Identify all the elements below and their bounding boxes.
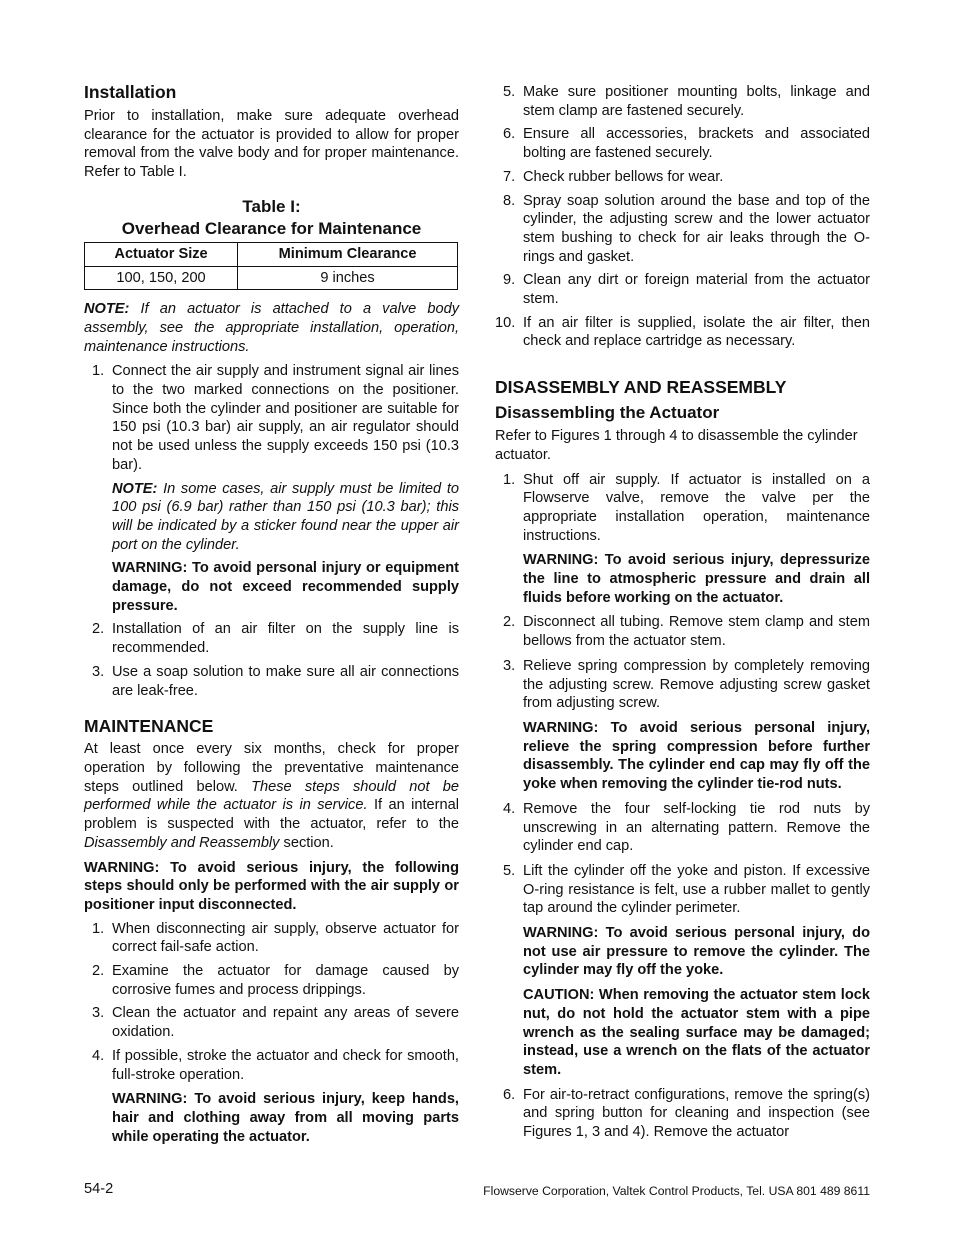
text-span: These steps should not be performed while the actuator is in service. <box>84 778 460 814</box>
table-header-cell: Actuator Size <box>85 242 238 266</box>
list-item: 5. Lift the cylinder off the yoke and piston. If excessive O-ring resistance is felt, use a rubber mallet to gently tap around the cylinder perimeter. <box>503 862 870 917</box>
left-column <box>84 80 459 1146</box>
installation-steps <box>84 362 459 474</box>
maintenance-intro <box>84 740 459 852</box>
maintenance-warning: WARNING: To avoid serious injury, the following steps should only be performed with the air supply or positioner input disconnected. <box>84 859 459 913</box>
text-span: At least once every six months, check for proper operation by following the preventative maintenance steps outlined below. <box>84 741 459 795</box>
step-text: Shut off air supply. If actuator is installed on a Flowserve valve, remove the valve per the appropriate installation operation, maintenance instructions. <box>523 471 870 544</box>
clearance-table <box>84 242 458 290</box>
list-item: 1. Shut off air supply. If actuator is installed on a Flowserve valve, remove the valve per the appropriate installation operation, maintenance instructions. <box>503 471 870 544</box>
list-item: 1. Connect the air supply and instrument signal air lines to the two marked connections on the positioner. Since both the cylinder and positioner are suitable for 150 psi (10.3 bar) air supply, an air regulator should not be used unless the supply exceeds 150 psi (10.3 bar). <box>92 363 459 473</box>
list-item: 9. Clean any dirt or foreign material from the actuator stem. <box>503 272 870 308</box>
step-text: Make sure positioner mounting bolts, linkage and stem clamp are fastened securely. <box>523 84 870 119</box>
note-label: NOTE: <box>84 301 130 318</box>
disassembly-intro: Refer to Figures 1 through 4 to disassemble the cylinder actuator. <box>495 428 858 463</box>
table-header-row <box>85 242 458 266</box>
disassembly-steps-cont2 <box>495 800 870 918</box>
disassembly-steps-cont <box>495 613 870 713</box>
maintenance-steps <box>84 920 459 1085</box>
table-title <box>84 196 459 240</box>
step-text: Remove the four self-locking tie rod nuts by unscrewing in an alternating pattern. Remove the cylinder end cap. <box>523 800 870 855</box>
step-text: Connect the air supply and instrument signal air lines to the two marked connections on the positioner. Since both the cylinder and positioner are suitable for 150 psi (10.3 bar) air supply, an air regulator should not be used unless the supply exceeds 150 psi (10.3 bar). <box>112 363 459 473</box>
installation-steps-cont <box>84 620 459 700</box>
list-item: 4. If possible, stroke the actuator and check for smooth, full-stroke operation. <box>92 1047 459 1083</box>
disassembly-step1-warning: WARNING: To avoid serious injury, depressurize the line to atmospheric pressure and drain all fluids before working on the actuator. <box>523 552 870 606</box>
list-item: 7. Check rubber bellows for wear. <box>503 168 724 185</box>
footer-company: Flowserve Corporation, Valtek Control Products, Tel. USA 801 489 8611 <box>483 1184 870 1198</box>
disassembly-step5-caution: CAUTION: When removing the actuator stem lock nut, do not hold the actuator stem with a pipe wrench as the sealing surface may be damaged; instead, use a wrench on the flats of the actuator stem. <box>523 987 870 1078</box>
step4-warning: WARNING: To avoid serious injury, keep hands, hair and clothing away from all moving parts while operating the actuator. <box>112 1091 459 1145</box>
list-item: 6. Ensure all accessories, brackets and associated bolting are fastened securely. <box>503 126 870 162</box>
page-number: 54-2 <box>84 1181 114 1197</box>
list-item: 2. Examine the actuator for damage caused by corrosive fumes and process drippings. <box>92 963 459 998</box>
text-span: Disassembly and Reassembly <box>84 834 280 851</box>
step-text: Examine the actuator for damage caused by corrosive fumes and process drippings. <box>112 963 459 998</box>
list-item: 8. Spray soap solution around the base and top of the cylinder, the adjusting screw and the lower actuator stem bushing to check for air leaks through the O-rings and gasket. <box>503 192 870 265</box>
note-text: In some cases, air supply must be limited to 100 psi (6.9 bar) rather than 150 psi (10.3 bar); this will be indicated by a sticker found near the upper air port on the cylinder. <box>112 480 459 553</box>
step-text: When disconnecting air supply, observe actuator for correct fail-safe action. <box>112 920 459 956</box>
list-item: 6. For air-to-retract configurations, remove the spring(s) and spring button for cleaning and inspection (see Figures 1, 3 and 4). Remove the actuator <box>503 1086 870 1141</box>
step1-warning: WARNING: To avoid personal injury or equipment damage, do not exceed recommended supply pressure. <box>112 560 459 614</box>
step-text: Clean any dirt or foreign material from the actuator stem. <box>523 272 870 308</box>
installation-intro: Prior to installation, make sure adequate overhead clearance for the actuator is provided to allow for proper removal from the valve body and for proper maintenance. Refer to Table I. <box>84 108 459 181</box>
step1-note <box>84 480 459 555</box>
step-text: Lift the cylinder off the yoke and piston. If excessive O-ring resistance is felt, use a rubber mallet to gently tap around the cylinder perimeter. <box>523 862 870 917</box>
step-text: Check rubber bellows for wear. <box>523 168 724 185</box>
list-item: 3. Use a soap solution to make sure all air connections are leak-free. <box>92 663 459 699</box>
list-item: 2. Disconnect all tubing. Remove stem clamp and stem bellows from the actuator stem. <box>503 614 870 650</box>
step-text: Clean the actuator and repaint any areas of severe oxidation. <box>112 1005 459 1041</box>
step-text: If an air filter is supplied, isolate the air filter, then check and replace cartridge as necessary. <box>523 314 870 350</box>
list-item: 3. Clean the actuator and repaint any areas of severe oxidation. <box>92 1005 459 1041</box>
step-text: Relieve spring compression by completely removing the adjusting screw. Remove adjusting screw gasket from adjusting screw. <box>523 657 870 712</box>
list-item: 5. Make sure positioner mounting bolts, linkage and stem clamp are fastened securely. <box>503 84 870 119</box>
step-text: Installation of an air filter on the supply line is recommended. <box>112 621 459 657</box>
maintenance-heading: MAINTENANCE <box>84 716 214 737</box>
list-item: 1. When disconnecting air supply, observe actuator for correct fail-safe action. <box>92 920 459 956</box>
step-text: Disconnect all tubing. Remove stem clamp and stem bellows from the actuator stem. <box>523 614 870 650</box>
disassembly-subheading: Disassembling the Actuator <box>495 403 720 423</box>
text-span: If an internal problem is suspected with the actuator, refer to the <box>84 797 459 833</box>
step-text: For air-to-retract configurations, remove the spring(s) and spring button for cleaning and inspection (see Figures 1, 3 and 4). Remove the actuator <box>523 1086 870 1141</box>
disassembly-steps-cont3 <box>495 1086 870 1142</box>
list-item: 10. If an air filter is supplied, isolate the air filter, then check and replace cartridge as necessary. <box>495 314 870 350</box>
maintenance-steps-cont <box>495 83 870 351</box>
step-text: Use a soap solution to make sure all air connections are leak-free. <box>112 663 459 699</box>
installation-note <box>84 300 459 356</box>
step-text: If possible, stroke the actuator and check for smooth, full-stroke operation. <box>112 1047 459 1083</box>
text-span: section. <box>279 834 334 851</box>
table-title-line2: Overhead Clearance for Maintenance <box>121 218 422 238</box>
table-cell: 100, 150, 200 <box>85 266 238 290</box>
table-row <box>85 266 458 290</box>
note-text: If an actuator is attached to a valve body assembly, see the appropriate installation, operation, maintenance instructions. <box>84 301 459 355</box>
note-label: NOTE: <box>112 480 158 497</box>
step-text: Spray soap solution around the base and top of the cylinder, the adjusting screw and the lower actuator stem bushing to check for air leaks through the O-rings and gasket. <box>523 192 870 265</box>
table-header-cell: Minimum Clearance <box>238 242 458 266</box>
installation-heading: Installation <box>84 82 177 102</box>
step-text: Ensure all accessories, brackets and associated bolting are fastened securely. <box>523 126 870 162</box>
list-item: 4. Remove the four self-locking tie rod nuts by unscrewing in an alternating pattern. Remove the cylinder end cap. <box>503 800 870 855</box>
disassembly-step5-warning: WARNING: To avoid serious personal injury, do not use air pressure to remove the cylinder. The cylinder may fly off the yoke. <box>523 925 870 979</box>
list-item: 2. Installation of an air filter on the supply line is recommended. <box>92 621 459 657</box>
disassembly-heading: DISASSEMBLY AND REASSEMBLY <box>495 377 787 398</box>
table-title-line1: Table I: <box>242 196 301 216</box>
table-cell: 9 inches <box>238 266 458 290</box>
list-item: 3. Relieve spring compression by completely removing the adjusting screw. Remove adjusting screw gasket from adjusting screw. <box>503 657 870 712</box>
disassembly-step3-warning: WARNING: To avoid serious personal injury, relieve the spring compression before further disassembly. The cylinder end cap may fly off the yoke when removing the cylinder tie-rod nuts. <box>523 719 870 793</box>
right-column <box>495 80 870 1142</box>
disassembly-steps <box>495 471 870 546</box>
